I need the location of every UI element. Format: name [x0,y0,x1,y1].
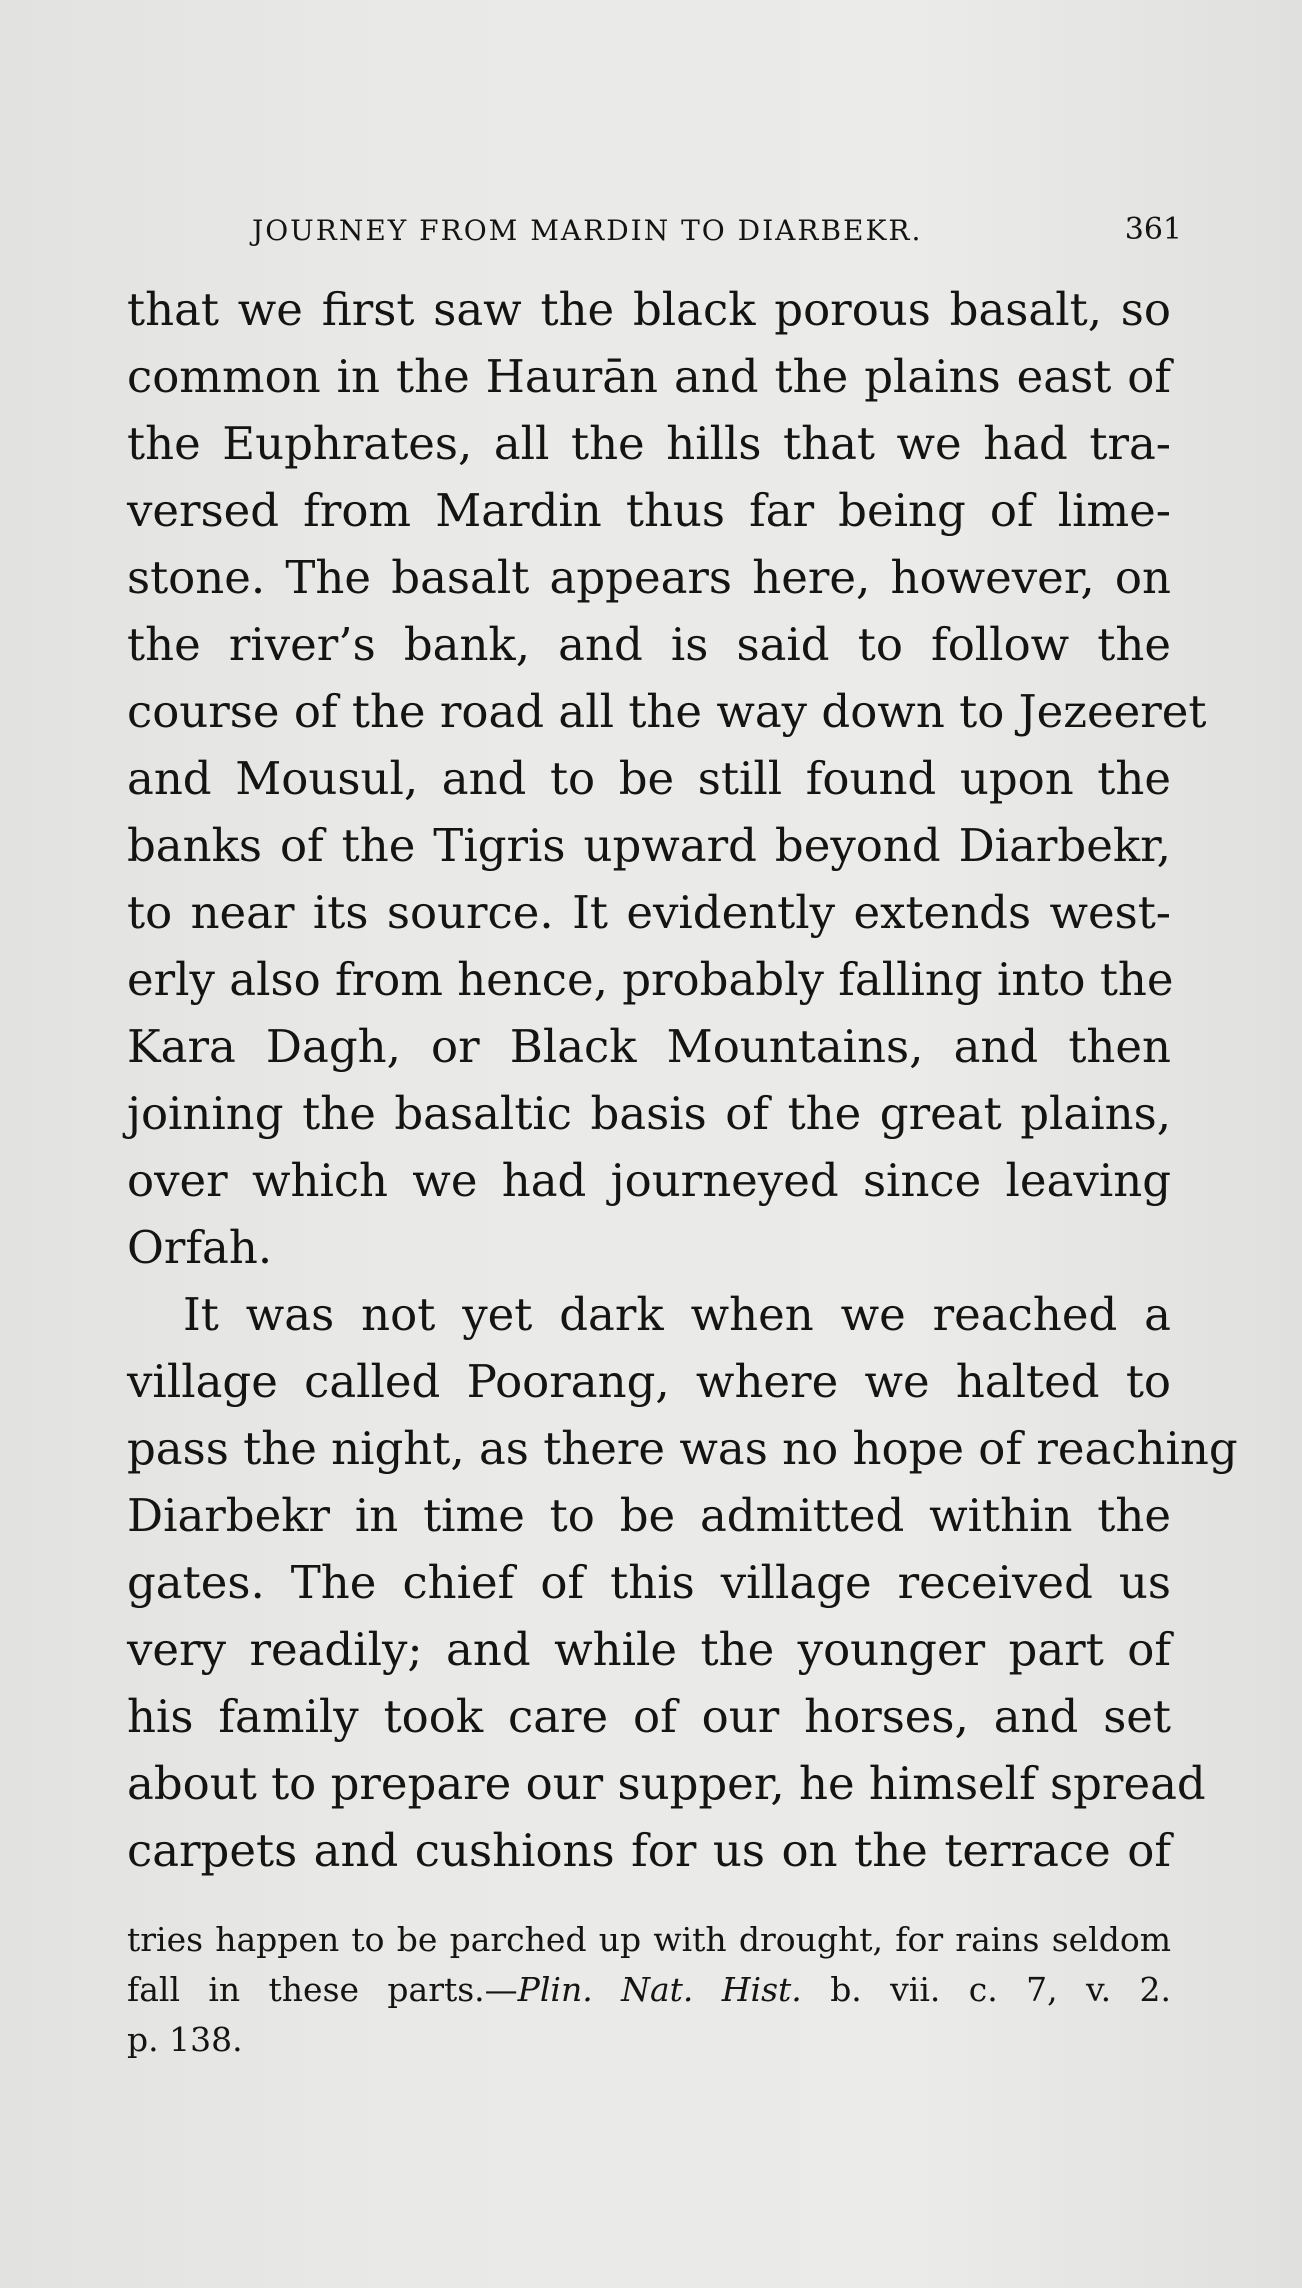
text-line: the Euphrates, all the hills that we had tra- [127,417,1171,470]
text-line: to near its source. It evidently extends west- [127,886,1171,939]
footnote-line [127,1965,1171,2015]
footnote-line: tries happen to be parched up with drought, for rains seldom [127,1920,1171,1959]
text-line: pass the night, as there was no hope of reaching [127,1422,1238,1475]
footnote-line: p. 138. [127,2020,243,2059]
running-head-title: JOURNEY FROM MARDIN TO DIARBEKR. [252,214,923,247]
text-line: versed from Mardin thus far being of lime- [127,484,1171,537]
page-number: 361 [1124,212,1182,247]
text-line: and Mousul, and to be still found upon the [127,752,1171,805]
text-line: Orfah. [127,1221,273,1274]
footnote-citation: Plin. [517,1970,593,2009]
text-line: erly also from hence, probably falling into the [127,953,1174,1006]
footnote-citation: Nat. [621,1970,694,2009]
text-line: Diarbekr in time to be admitted within the [127,1489,1171,1542]
footnote-text: b. vii. c. 7, v. 2. [830,1970,1172,2009]
text-line: joining the basaltic basis of the great plains, [127,1087,1171,1140]
text-line: common in the Haurān and the plains east of [127,350,1171,403]
text-line: stone. The basalt appears here, however, on [127,551,1171,604]
text-line: his family took care of our horses, and set [127,1690,1171,1743]
text-line: Kara Dagh, or Black Mountains, and then [127,1020,1171,1073]
footnote-text: fall in these parts.— [127,1970,518,2009]
text-line: about to prepare our supper, he himself spread [127,1757,1206,1810]
text-line: carpets and cushions for us on the terrace of [127,1824,1171,1877]
text-line: very readily; and while the younger part of [127,1623,1171,1676]
text-line: the river’s bank, and is said to follow the [127,618,1171,671]
running-head [252,210,1182,254]
text-line: course of the road all the way down to Jezeeret [127,685,1207,738]
footnote-citation: Hist. [721,1970,802,2009]
text-line: over which we had journeyed since leaving [127,1154,1171,1207]
footnote [127,1915,1171,2065]
text-line: that we first saw the black porous basalt, so [127,283,1171,336]
text-line: gates. The chief of this village received us [127,1556,1171,1609]
text-line: banks of the Tigris upward beyond Diarbekr, [127,819,1171,872]
text-line: village called Poorang, where we halted to [127,1355,1171,1408]
body-text [127,276,1238,1884]
paragraph-first-line: It was not yet dark when we reached a [183,1288,1171,1341]
